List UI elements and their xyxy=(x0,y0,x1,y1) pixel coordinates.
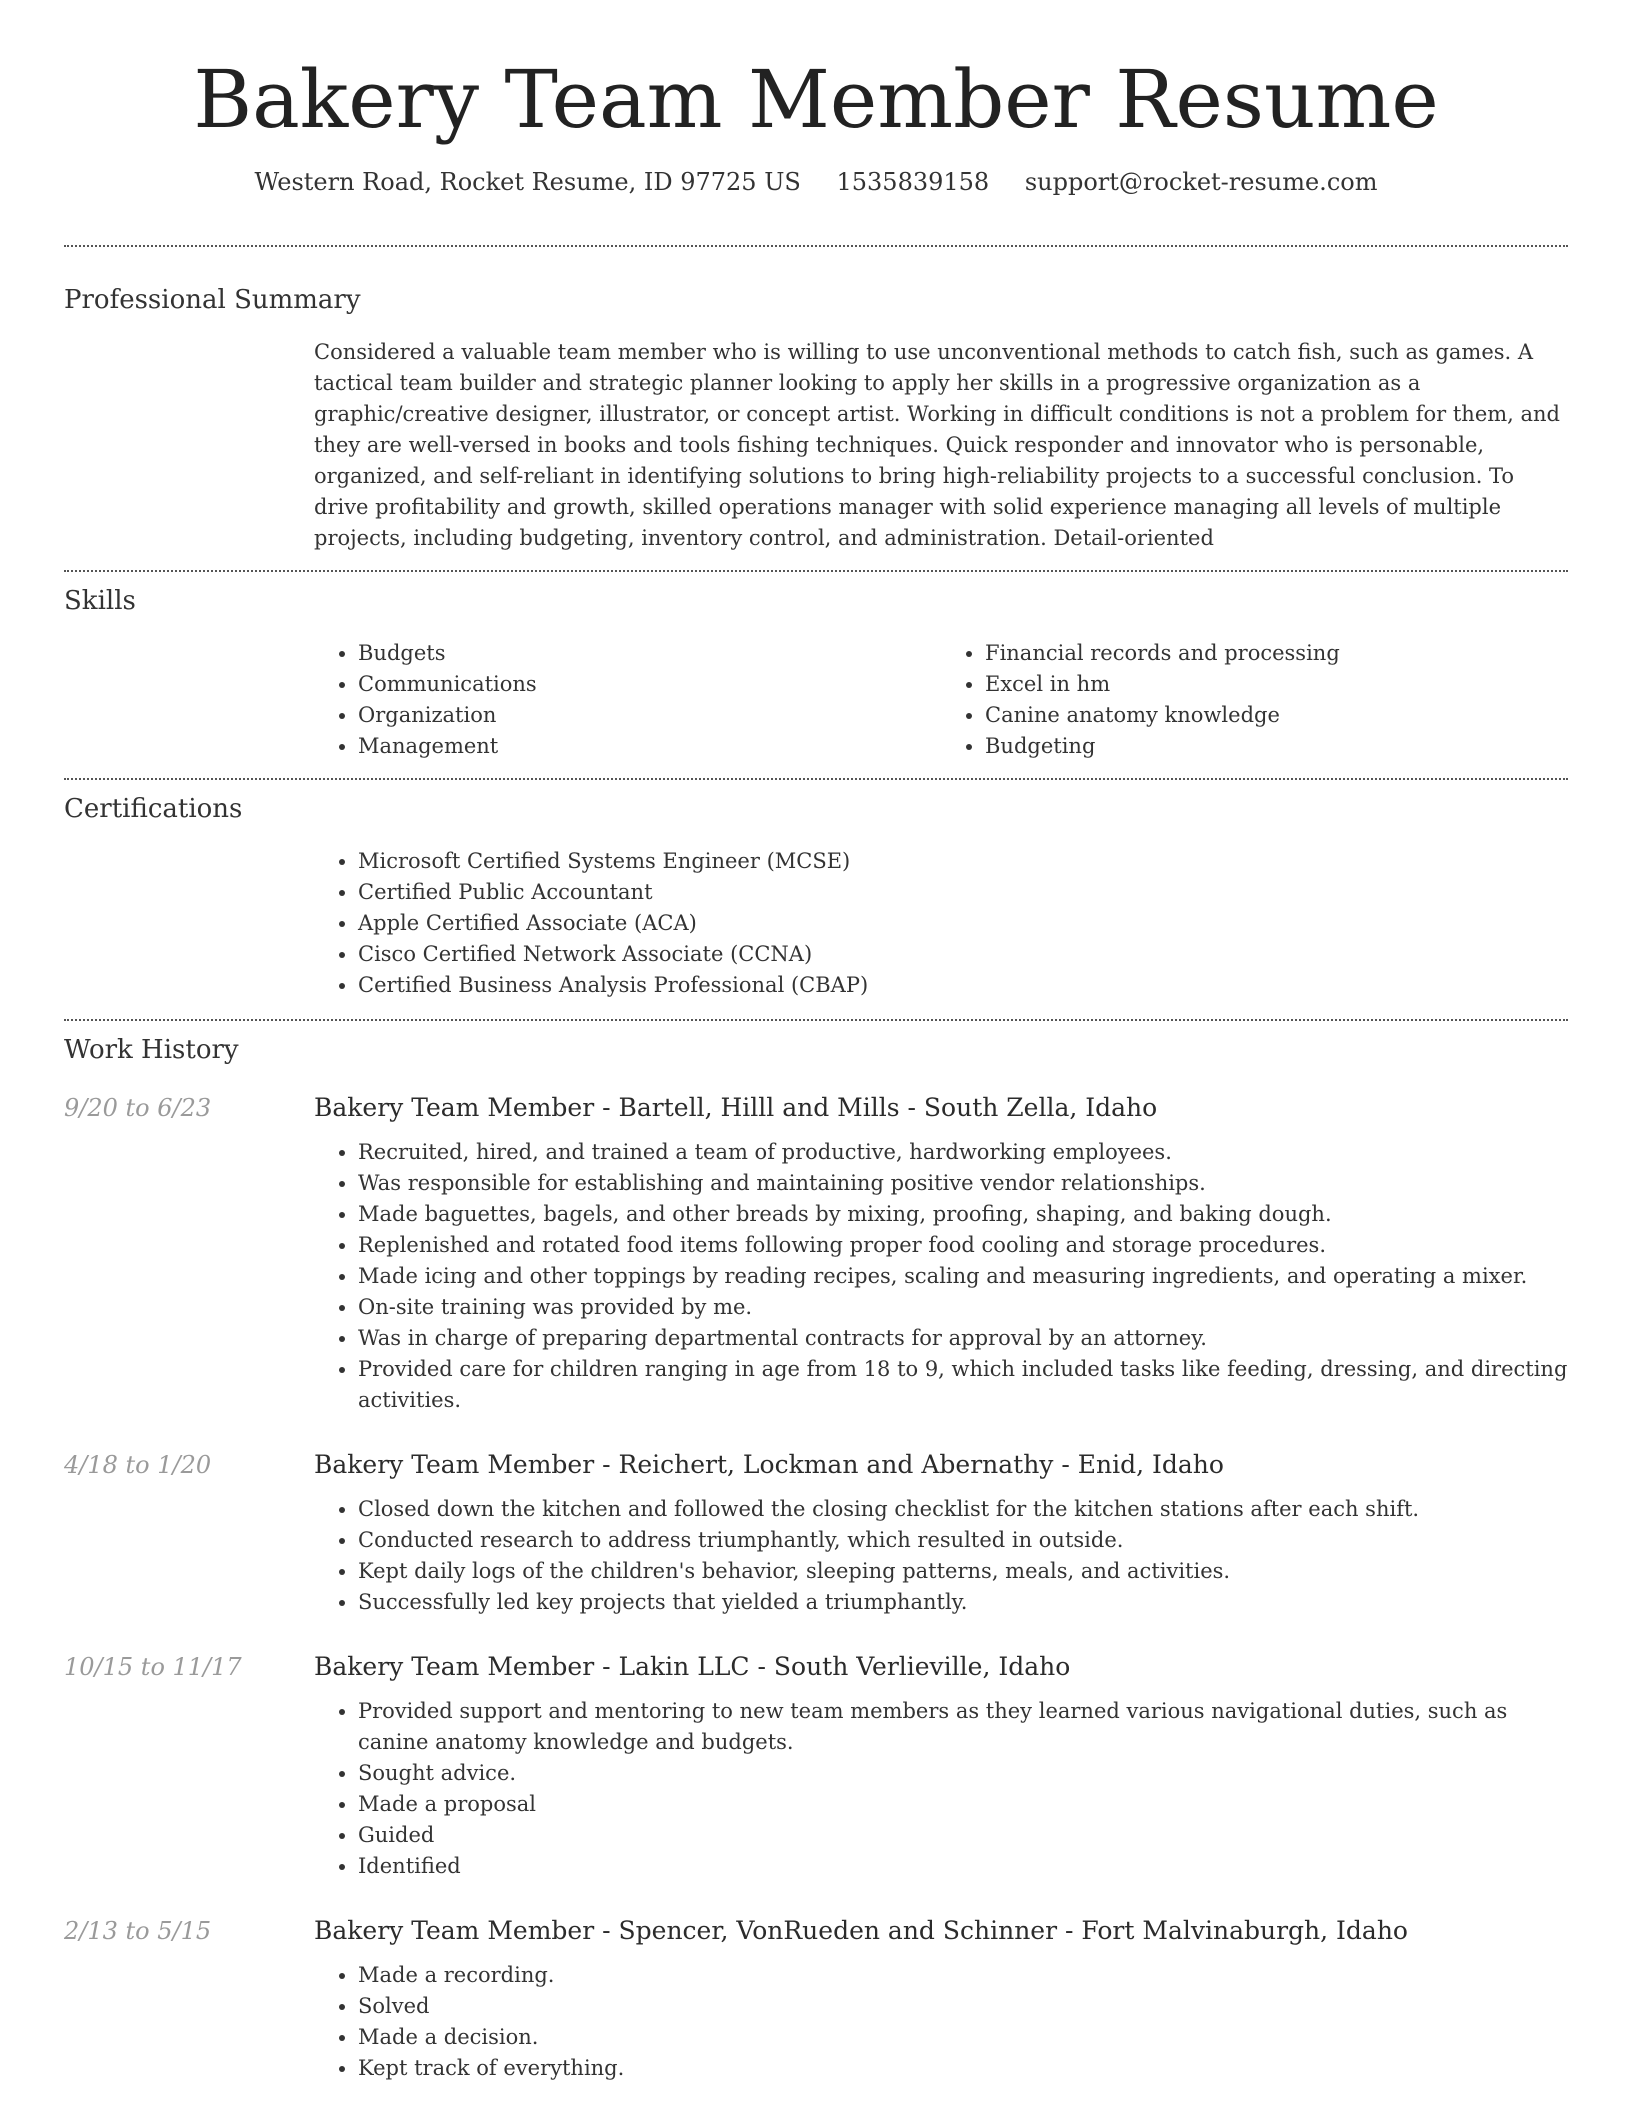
summary-text: Considered a valuable team member who is willing to use unconventional methods to catch fish, such as games. A tactical team builder and strategic planner looking to apply her skills in a progressive organization as a graphic/creative designer, illustrator, or concept artist. Working in difficult conditions is not a problem for them, and they are well-versed in books and tools fishing techniques. Quick responder and innovator who is personable, organized, and self-reliant in identifying solutions to bring high-reliability projects to a successful conclusion. To drive profitability and growth, skilled operations manager with solid experience managing all levels of multiple projects, including budgeting, inventory control, and administration. Detail-oriented xyxy=(314,340,1560,550)
skill-item: • Management xyxy=(358,731,941,762)
certifications-section xyxy=(64,792,1568,1001)
job-bullet: • Kept daily logs of the children's behavior, sleeping patterns, meals, and activities. xyxy=(358,1556,1568,1587)
job-title: Bakery Team Member - Lakin LLC - South Verlieville, Idaho xyxy=(314,1652,1071,1681)
job-title: Bakery Team Member - Bartell, Hilll and Mills - South Zella, Idaho xyxy=(314,1093,1158,1122)
contact-line xyxy=(64,166,1568,198)
job-body xyxy=(314,1494,1568,1618)
job-bullets xyxy=(314,1137,1568,1416)
job-bullet: • Made a decision. xyxy=(358,2022,1568,2053)
job-bullets xyxy=(314,1696,1568,1882)
job-dates: 4/18 to 1/20 xyxy=(64,1451,212,1479)
skill-item: • Budgets xyxy=(358,638,941,669)
job-entry xyxy=(64,1091,1568,1416)
job-bullet: • Recruited, hired, and trained a team of productive, hardworking employees. xyxy=(358,1137,1568,1168)
certifications-body xyxy=(314,846,1568,1001)
resume-title: Bakery Team Member Resume xyxy=(193,53,1439,146)
job-bullet: • Replenished and rotated food items following proper food cooling and storage procedures. xyxy=(358,1230,1568,1261)
job-bullet: • Was responsible for establishing and maintaining positive vendor relationships. xyxy=(358,1168,1568,1199)
job-bullet: • Was in charge of preparing departmental contracts for approval by an attorney. xyxy=(358,1323,1568,1354)
certifications-heading: Certifications xyxy=(64,794,243,824)
job-body xyxy=(314,1137,1568,1416)
job-dates: 9/20 to 6/23 xyxy=(64,1094,212,1122)
job-bullet: • Conducted research to address triumphantly, which resulted in outside. xyxy=(358,1525,1568,1556)
job-bullets xyxy=(314,1960,1568,2084)
skill-item: • Budgeting xyxy=(985,731,1568,762)
job-bullet: • Made baguettes, bagels, and other breads by mixing, proofing, shaping, and baking dough. xyxy=(358,1199,1568,1230)
job-title: Bakery Team Member - Spencer, VonRueden and Schinner - Fort Malvinaburgh, Idaho xyxy=(314,1916,1408,1945)
summary-body xyxy=(314,337,1568,554)
job-dates: 10/15 to 11/17 xyxy=(64,1653,242,1681)
skill-item: • Financial records and processing xyxy=(985,638,1568,669)
job-bullet: • Guided xyxy=(358,1820,1568,1851)
skill-item: • Organization xyxy=(358,700,941,731)
certification-item: • Microsoft Certified Systems Engineer (MCSE) xyxy=(358,846,1568,877)
job-bullet: • On-site training was provided by me. xyxy=(358,1292,1568,1323)
job-bullets xyxy=(314,1494,1568,1618)
skill-item: • Communications xyxy=(358,669,941,700)
section-divider xyxy=(64,245,1568,247)
skills-body xyxy=(314,638,1568,762)
skills-heading: Skills xyxy=(64,586,136,616)
section-divider xyxy=(64,1019,1568,1021)
certification-item: • Apple Certified Associate (ACA) xyxy=(358,908,1568,939)
section-divider xyxy=(64,778,1568,780)
resume-page xyxy=(64,0,1568,2084)
skills-list-left xyxy=(314,638,941,762)
job-bullet: • Identified xyxy=(358,1851,1568,1882)
job-bullet: • Sought advice. xyxy=(358,1758,1568,1789)
summary-heading: Professional Summary xyxy=(64,285,361,315)
job-bullet: • Made a recording. xyxy=(358,1960,1568,1991)
job-bullet: • Closed down the kitchen and followed the closing checklist for the kitchen stations after each shift. xyxy=(358,1494,1568,1525)
job-bullet: • Successfully led key projects that yielded a triumphantly. xyxy=(358,1587,1568,1618)
skill-item: • Canine anatomy knowledge xyxy=(985,700,1568,731)
job-body xyxy=(314,1960,1568,2084)
contact-email[interactable]: support@rocket-resume.com xyxy=(1024,168,1378,196)
job-bullet: • Provided support and mentoring to new team members as they learned various navigational duties, such as canine anatomy knowledge and budgets. xyxy=(358,1696,1568,1758)
work-heading: Work History xyxy=(64,1035,239,1065)
skill-item: • Excel in hm xyxy=(985,669,1568,700)
job-bullet: • Made icing and other toppings by reading recipes, scaling and measuring ingredients, and operating a mixer. xyxy=(358,1261,1568,1292)
job-title: Bakery Team Member - Reichert, Lockman and Abernathy - Enid, Idaho xyxy=(314,1450,1224,1479)
contact-address: Western Road, Rocket Resume, ID 97725 US xyxy=(254,168,801,196)
skills-list-right xyxy=(941,638,1568,762)
certification-item: • Certified Public Accountant xyxy=(358,877,1568,908)
summary-section xyxy=(64,283,1568,554)
contact-phone: 1535839158 xyxy=(836,168,990,196)
job-entry xyxy=(64,1650,1568,1882)
certifications-list xyxy=(314,846,1568,1001)
work-section xyxy=(64,1033,1568,2084)
certification-item: • Certified Business Analysis Professional (CBAP) xyxy=(358,970,1568,1001)
job-entry xyxy=(64,1448,1568,1618)
job-entry xyxy=(64,1914,1568,2084)
job-bullet: • Provided care for children ranging in age from 18 to 9, which included tasks like feeding, dressing, and directing activities. xyxy=(358,1354,1568,1416)
job-bullet: • Solved xyxy=(358,1991,1568,2022)
job-body xyxy=(314,1696,1568,1882)
certification-item: • Cisco Certified Network Associate (CCNA) xyxy=(358,939,1568,970)
job-bullet: • Made a proposal xyxy=(358,1789,1568,1820)
section-divider xyxy=(64,570,1568,572)
skills-section xyxy=(64,584,1568,762)
job-bullet: • Kept track of everything. xyxy=(358,2053,1568,2084)
job-dates: 2/13 to 5/15 xyxy=(64,1917,212,1945)
